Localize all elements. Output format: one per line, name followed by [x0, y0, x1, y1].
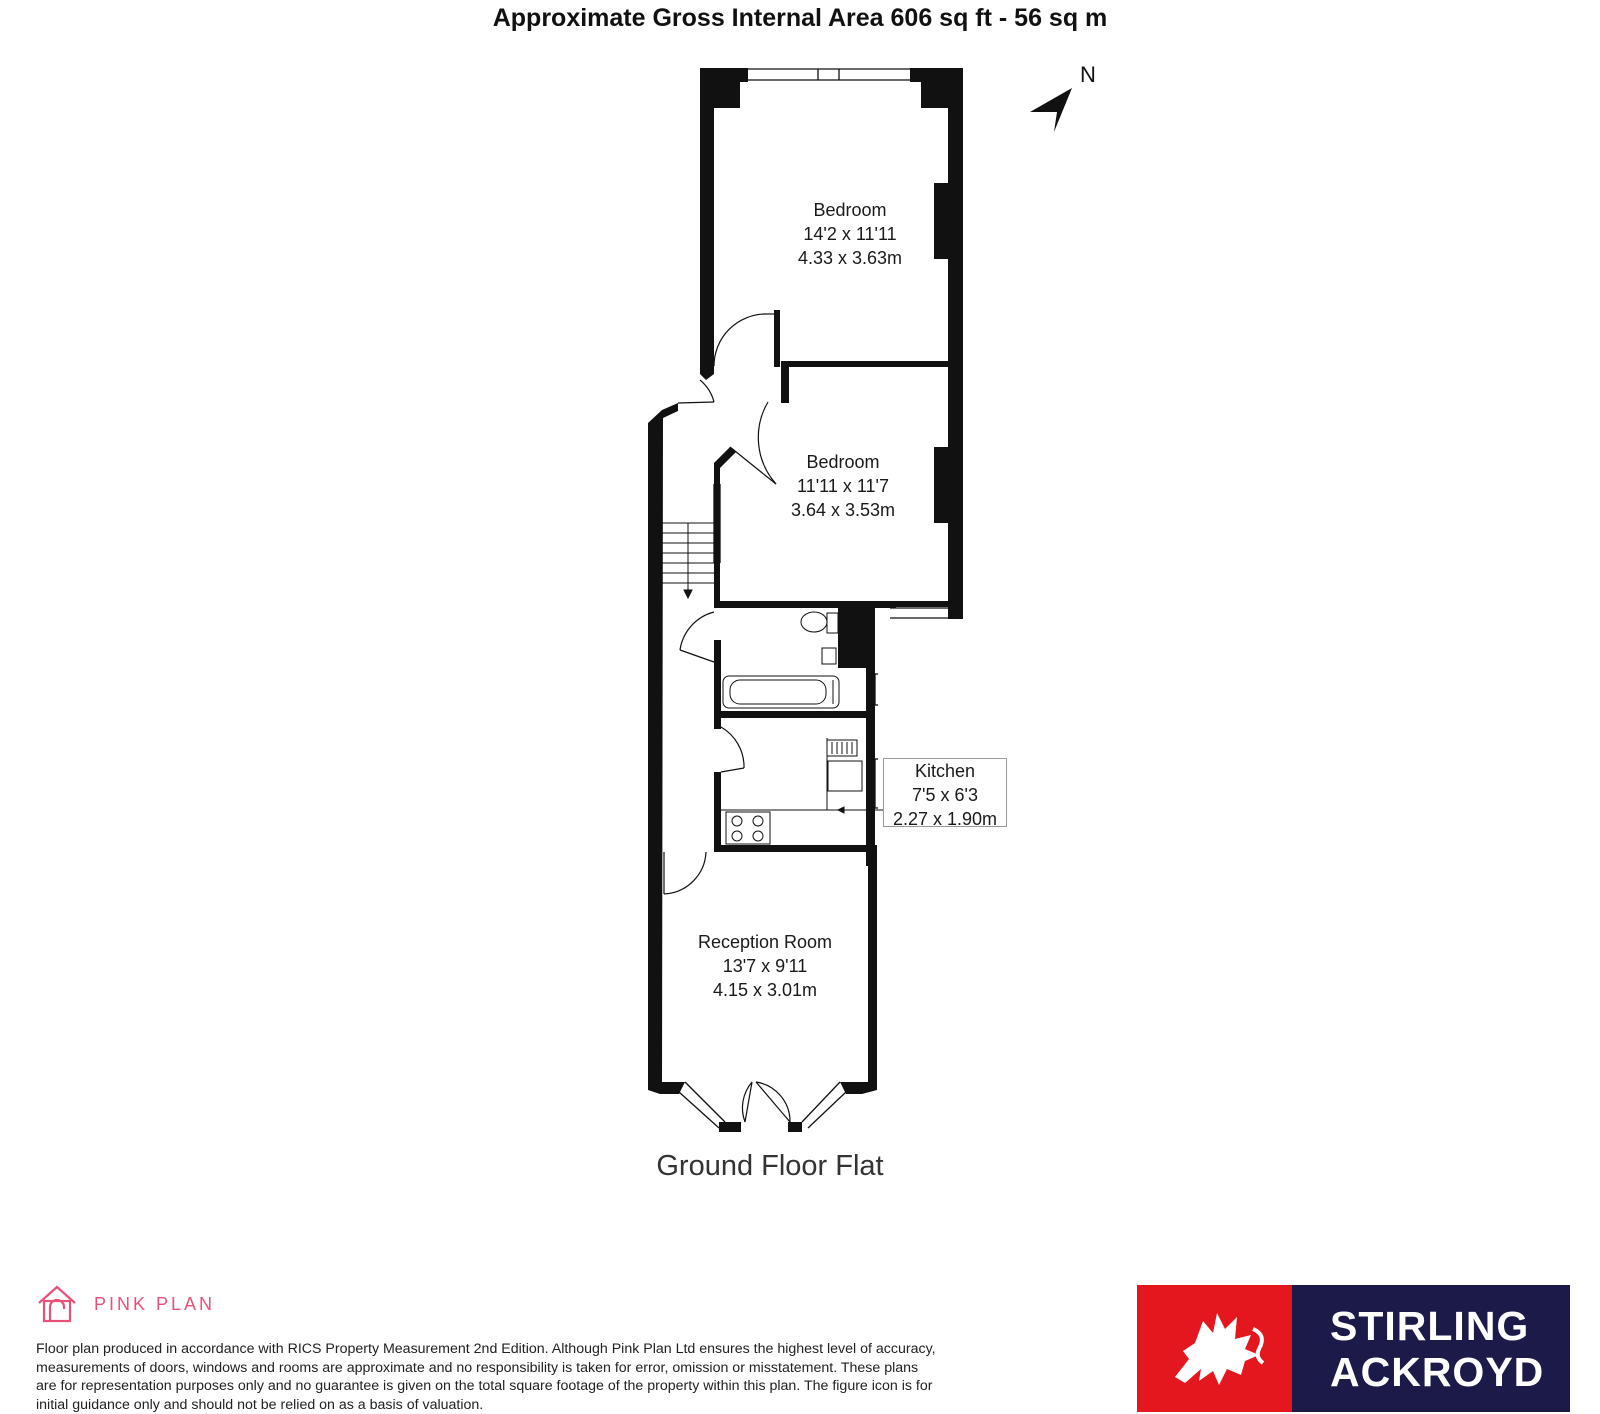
- room-imperial: 13'7 x 9'11: [722, 956, 808, 976]
- stairs: [662, 523, 714, 598]
- room-name: Bedroom: [813, 200, 887, 220]
- room-metric: 2.27 x 1.90m: [892, 809, 998, 829]
- agent-logo-emblem: [1137, 1285, 1292, 1412]
- room-metric: 4.15 x 3.01m: [712, 980, 818, 1000]
- disclaimer-text: Floor plan produced in accordance with RICS Property Measurement 2nd Edition. Although Pink Plan Ltd ensures the highest level of accuracy, measurements of doors, windows and rooms are approximate and no responsibility is taken for error, omission or misstatement. These plans are for representation purposes only and no guarantee is given on the total square footage of the property within this plan. The figure icon is for initial guidance only and should not be relied on as a basis of valuation.: [36, 1341, 936, 1413]
- room-label-kitchen: [883, 759, 1007, 831]
- room-imperial: 11'11 x 11'7: [797, 476, 889, 496]
- room-label-reception: [665, 930, 865, 1002]
- compass-label: N: [1080, 62, 1096, 87]
- pink-plan-logo: [36, 1283, 215, 1325]
- room-name: Reception Room: [697, 932, 833, 952]
- room-name: Kitchen: [914, 761, 976, 781]
- room-metric: 3.64 x 3.53m: [790, 500, 896, 520]
- north-arrow-icon: [1030, 88, 1072, 132]
- room-label-bedroom-2: [753, 450, 933, 522]
- bathroom-fixtures: [723, 612, 839, 708]
- room-imperial: 7'5 x 6'3: [912, 785, 978, 805]
- kitchen-fixtures: [721, 738, 883, 844]
- page-title: Approximate Gross Internal Area 606 sq ft - 56 sq m: [492, 4, 1108, 32]
- room-imperial: 14'2 x 11'11: [803, 224, 897, 244]
- room-name: Bedroom: [806, 452, 880, 472]
- room-metric: 4.33 x 3.63m: [797, 248, 903, 268]
- room-label-bedroom-1: [760, 198, 940, 270]
- pink-plan-brand-text: PINK PLAN: [94, 1293, 216, 1314]
- floor-title: Ground Floor Flat: [656, 1150, 884, 1182]
- agent-logo-line2: ACKROYD: [1330, 1348, 1545, 1395]
- pink-plan-house-icon: [36, 1283, 78, 1325]
- agent-logo-wordmark: [1292, 1285, 1570, 1412]
- griffin-icon: [1155, 1299, 1275, 1399]
- agent-logo-line1: STIRLING: [1330, 1302, 1530, 1349]
- agent-logo: [1137, 1285, 1570, 1412]
